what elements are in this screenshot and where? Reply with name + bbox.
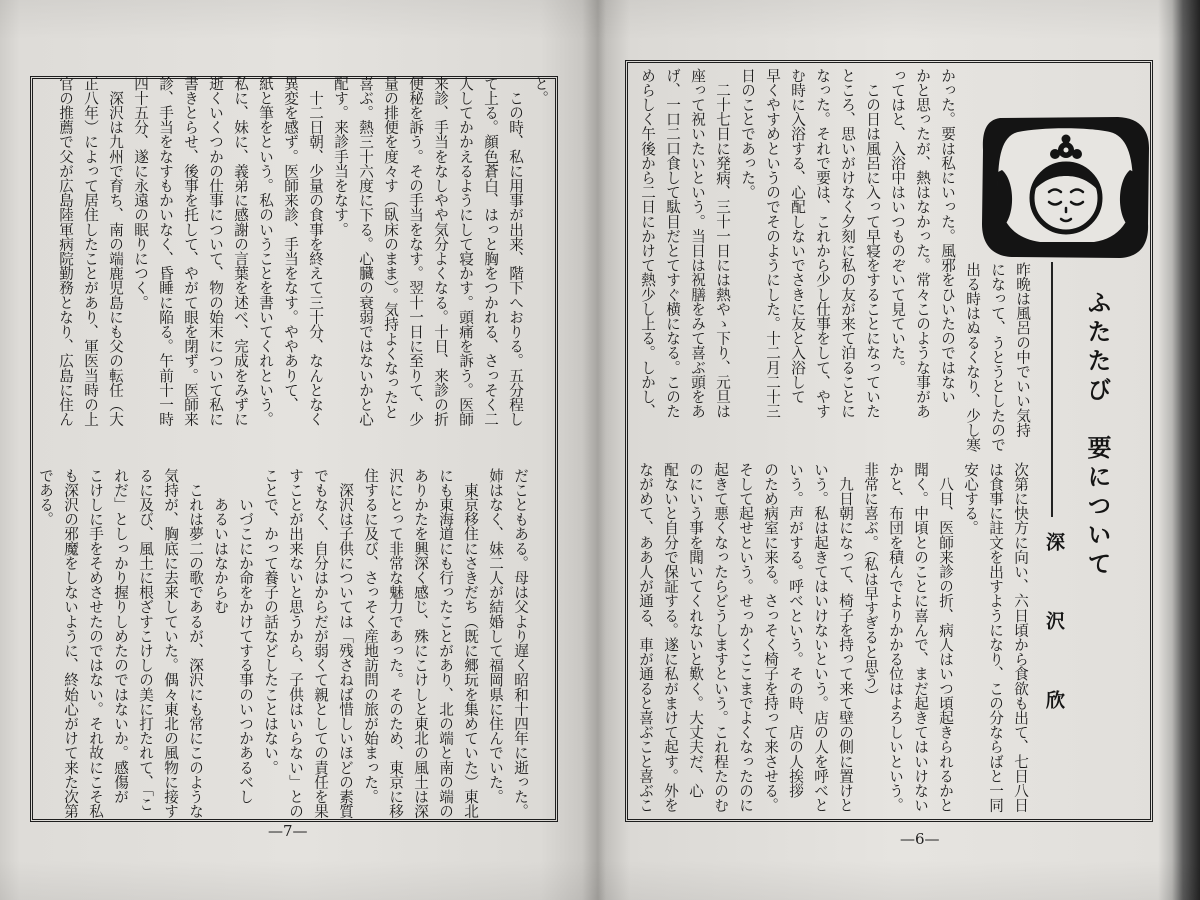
page-number-right: —6—	[900, 830, 940, 848]
author-dash-rule	[1051, 262, 1053, 517]
right-page-intro-text	[960, 262, 1035, 452]
text-column: 非常に喜ぶ。（私は早すぎると思う）	[862, 462, 879, 703]
text-column: いう。私は起きてはいけないという。店の人を呼べと	[812, 462, 829, 813]
text-column: 紙と筆をという。私のいうことを書いてくれという。	[257, 76, 274, 427]
text-column: 起きて悪くなったらどうしますという。これ程たのむ	[712, 462, 729, 813]
text-column: ながめて、ああ人が通る、車が通ると喜ぶこと喜ぶこ	[637, 462, 654, 813]
text-column: かった。要は私にいった。風邪をひいたのではない	[939, 68, 956, 404]
text-column: めらしく午後から二日にかけて熱少し上る。しかし、	[639, 68, 656, 419]
text-column: も深沢の邪魔をしないように、終始心がけて来た次第	[62, 468, 79, 819]
text-column: 出る時はぬるくなり、少し寒	[964, 262, 981, 452]
text-column: これは夢二の歌であるが、深沢にも常にこのような	[187, 468, 204, 819]
text-column: む時に入浴する、心配しないでさきに友と入浴して	[789, 68, 806, 404]
text-column: 姉はなく、妹二人が結婚して福岡県に住んでいた。	[487, 468, 504, 804]
text-column: 私に、妹に、義弟に感謝の言葉を述べ、完成をみずに	[232, 76, 249, 427]
text-column: 次第に快方に向い、六日頃から食欲も出て、七日八日	[1012, 462, 1029, 813]
text-column: すことが出来ないと思うから、子供はいらない」との	[287, 468, 304, 819]
text-column: いう。声がする。呼べという。その時、店の人挨拶	[787, 462, 804, 798]
text-column: こけしに手をそめさせたのではない。それ故にこそ私	[87, 468, 104, 819]
text-column: 配す。来診手当をなす。	[332, 76, 349, 237]
text-column: 聞く。中頃とのことに喜んで、まだ起きてはいけない	[912, 462, 929, 813]
author-name: 深沢欣	[1043, 532, 1065, 769]
text-column: 逝くいくつかの仕事について、物の始末について私に	[207, 76, 224, 427]
text-column: あるいはなからむ	[212, 468, 229, 614]
text-column: 八日、医師来診の折、病人はいつ頃起きられるかと	[937, 462, 954, 813]
text-column: だこともある。母は父より遅く昭和十四年に逝った。	[512, 468, 529, 819]
text-column: かと思ったが、熱はなかった。常々このような事があ	[914, 68, 931, 419]
text-column: 量の排便を度々す（臥床のまま）。気持よくなったと	[382, 76, 399, 420]
text-column: 深沢は子供については「残さねば惜しいほどの素質	[337, 468, 354, 819]
left-page-upper-text	[53, 76, 553, 448]
text-column: この日は風呂に入って早寝をすることになっていた	[864, 68, 881, 419]
text-column: ところ、思いがけなく夕刻に私の友が来て泊ることに	[839, 68, 856, 419]
text-column: 人してかかえるようにして寝かす。頭痛を訴う。医師	[457, 76, 474, 427]
left-page-lower-text	[33, 468, 533, 818]
text-column: ありかたを興深く感じ、殊にこけしと東北の風土は深	[412, 468, 429, 819]
text-column: ことで、かって養子の話などしたことはない。	[262, 468, 279, 775]
kokeshi-face-seal-icon	[978, 112, 1153, 262]
text-column: 来診、手当をなしやや気分よくなる。十日、来診の折	[432, 76, 449, 427]
text-column: 昨晩は風呂の中でいい気持	[1014, 262, 1031, 438]
text-column: いづこにか命をかけてする事のいつかあるべし	[237, 468, 254, 804]
text-column: るに及び、風土に根ざすこけしの美に打たれて、「こ	[137, 468, 154, 812]
text-column: にも東海道にも行ったことがあり、北の端と南の端の	[437, 468, 454, 819]
text-column: て上る。顔色蒼白、はっと胸をつかれる、さっそく二	[482, 76, 499, 427]
text-column: 沢にとって非常な魅力であった。そのため、東京に移	[387, 468, 404, 819]
text-column: である。	[37, 468, 54, 527]
text-column: れだ」としっかり握りしめたのではないか。感傷が	[112, 468, 129, 804]
text-column: ってはと、入浴中はいつものぞいて見ていた。	[889, 68, 906, 375]
text-column: 正八年）によって居住したことがあり、軍医当時の上	[82, 76, 99, 427]
text-column: げ、一口二口食して駄目だとてすぐ横になる。このた	[664, 68, 681, 419]
text-column: 配ないと自分で保証する。遂に私がまけて起す。外を	[662, 462, 679, 813]
text-column: 書きとらせ、後事を托して、やがて眼を閉ず。医師来	[182, 76, 199, 427]
text-column: 住するに及び、さっそく産地訪問の旅が始まった。	[362, 468, 379, 804]
text-column: のにいう事を聞いてくれないと歎く。大丈夫だ、心	[687, 462, 704, 798]
text-column: 気持が、胸底に去来していた。偶々東北の風物に接す	[162, 468, 179, 819]
text-column: 喜ぶ。熱三十六度に下る。心臓の衰弱ではないかと心	[357, 76, 374, 427]
text-column: なった。それで要は、これから少し仕事をして、やす	[814, 68, 831, 419]
text-column: 官の推薦で父が広島陸軍病院勤務となり、広島に住ん	[57, 76, 74, 427]
page-number-left: —7—	[268, 822, 308, 840]
text-column: 早くやすめというのでそのようにした。十二月二十三	[764, 68, 781, 419]
text-column: 九日朝になって、椅子を持って来て壁の側に置けと	[837, 462, 854, 813]
text-column: そして起せという。せっかくここまでよくなったのに	[737, 462, 754, 813]
text-column: かと、布団を積んでよりかかる位はよろしいという。	[887, 462, 904, 813]
article-title: ふたたび 要について	[1083, 290, 1112, 580]
text-column: 深沢は九州で育ち、南の端鹿児島にも父の転任（大	[107, 76, 124, 427]
text-column: と。	[532, 76, 549, 106]
text-column: 安心する。	[962, 462, 979, 535]
text-column: は食事に註文を出すようになり、この分ならばと一同	[987, 462, 1004, 813]
text-column: のため病室に来る。さっそく椅子を持って来させる。	[762, 462, 779, 813]
text-column: 二十七日に発病、三十一日には熱やゝ下り、元旦は	[714, 68, 731, 419]
text-column: 十二日朝、少量の食事を終えて三十分、なんとなく	[307, 76, 324, 427]
text-column: になって、うとうとしたので	[989, 262, 1006, 452]
text-column: 四十五分、遂に永遠の眠りにつく。	[132, 76, 149, 310]
text-column: 日のことであった。	[739, 68, 756, 200]
text-column: 異変を感ず。医師来診、手当をなす。ややありて、	[282, 76, 299, 412]
text-column: 東京移住にさきだち（既に郷玩を集めていた）東北	[462, 468, 479, 819]
text-column: でもなく、自分はからだが弱くて親としての責任を果	[312, 468, 329, 819]
right-page-lower-text	[633, 462, 1033, 818]
text-column: 診、手当をなすもかいなく、昏睡に陥る。午前十一時	[157, 76, 174, 427]
right-page-upper-text	[635, 68, 960, 448]
text-column: この時、私に用事が出来、階下へおりる。五分程し	[507, 76, 524, 427]
text-column: 便秘を訴う。その手当をなす。翌十一日に至りて、少	[407, 76, 424, 427]
text-column: 座って祝いたいという。当日は祝膳をみて喜ぶ頭をあ	[689, 68, 706, 419]
